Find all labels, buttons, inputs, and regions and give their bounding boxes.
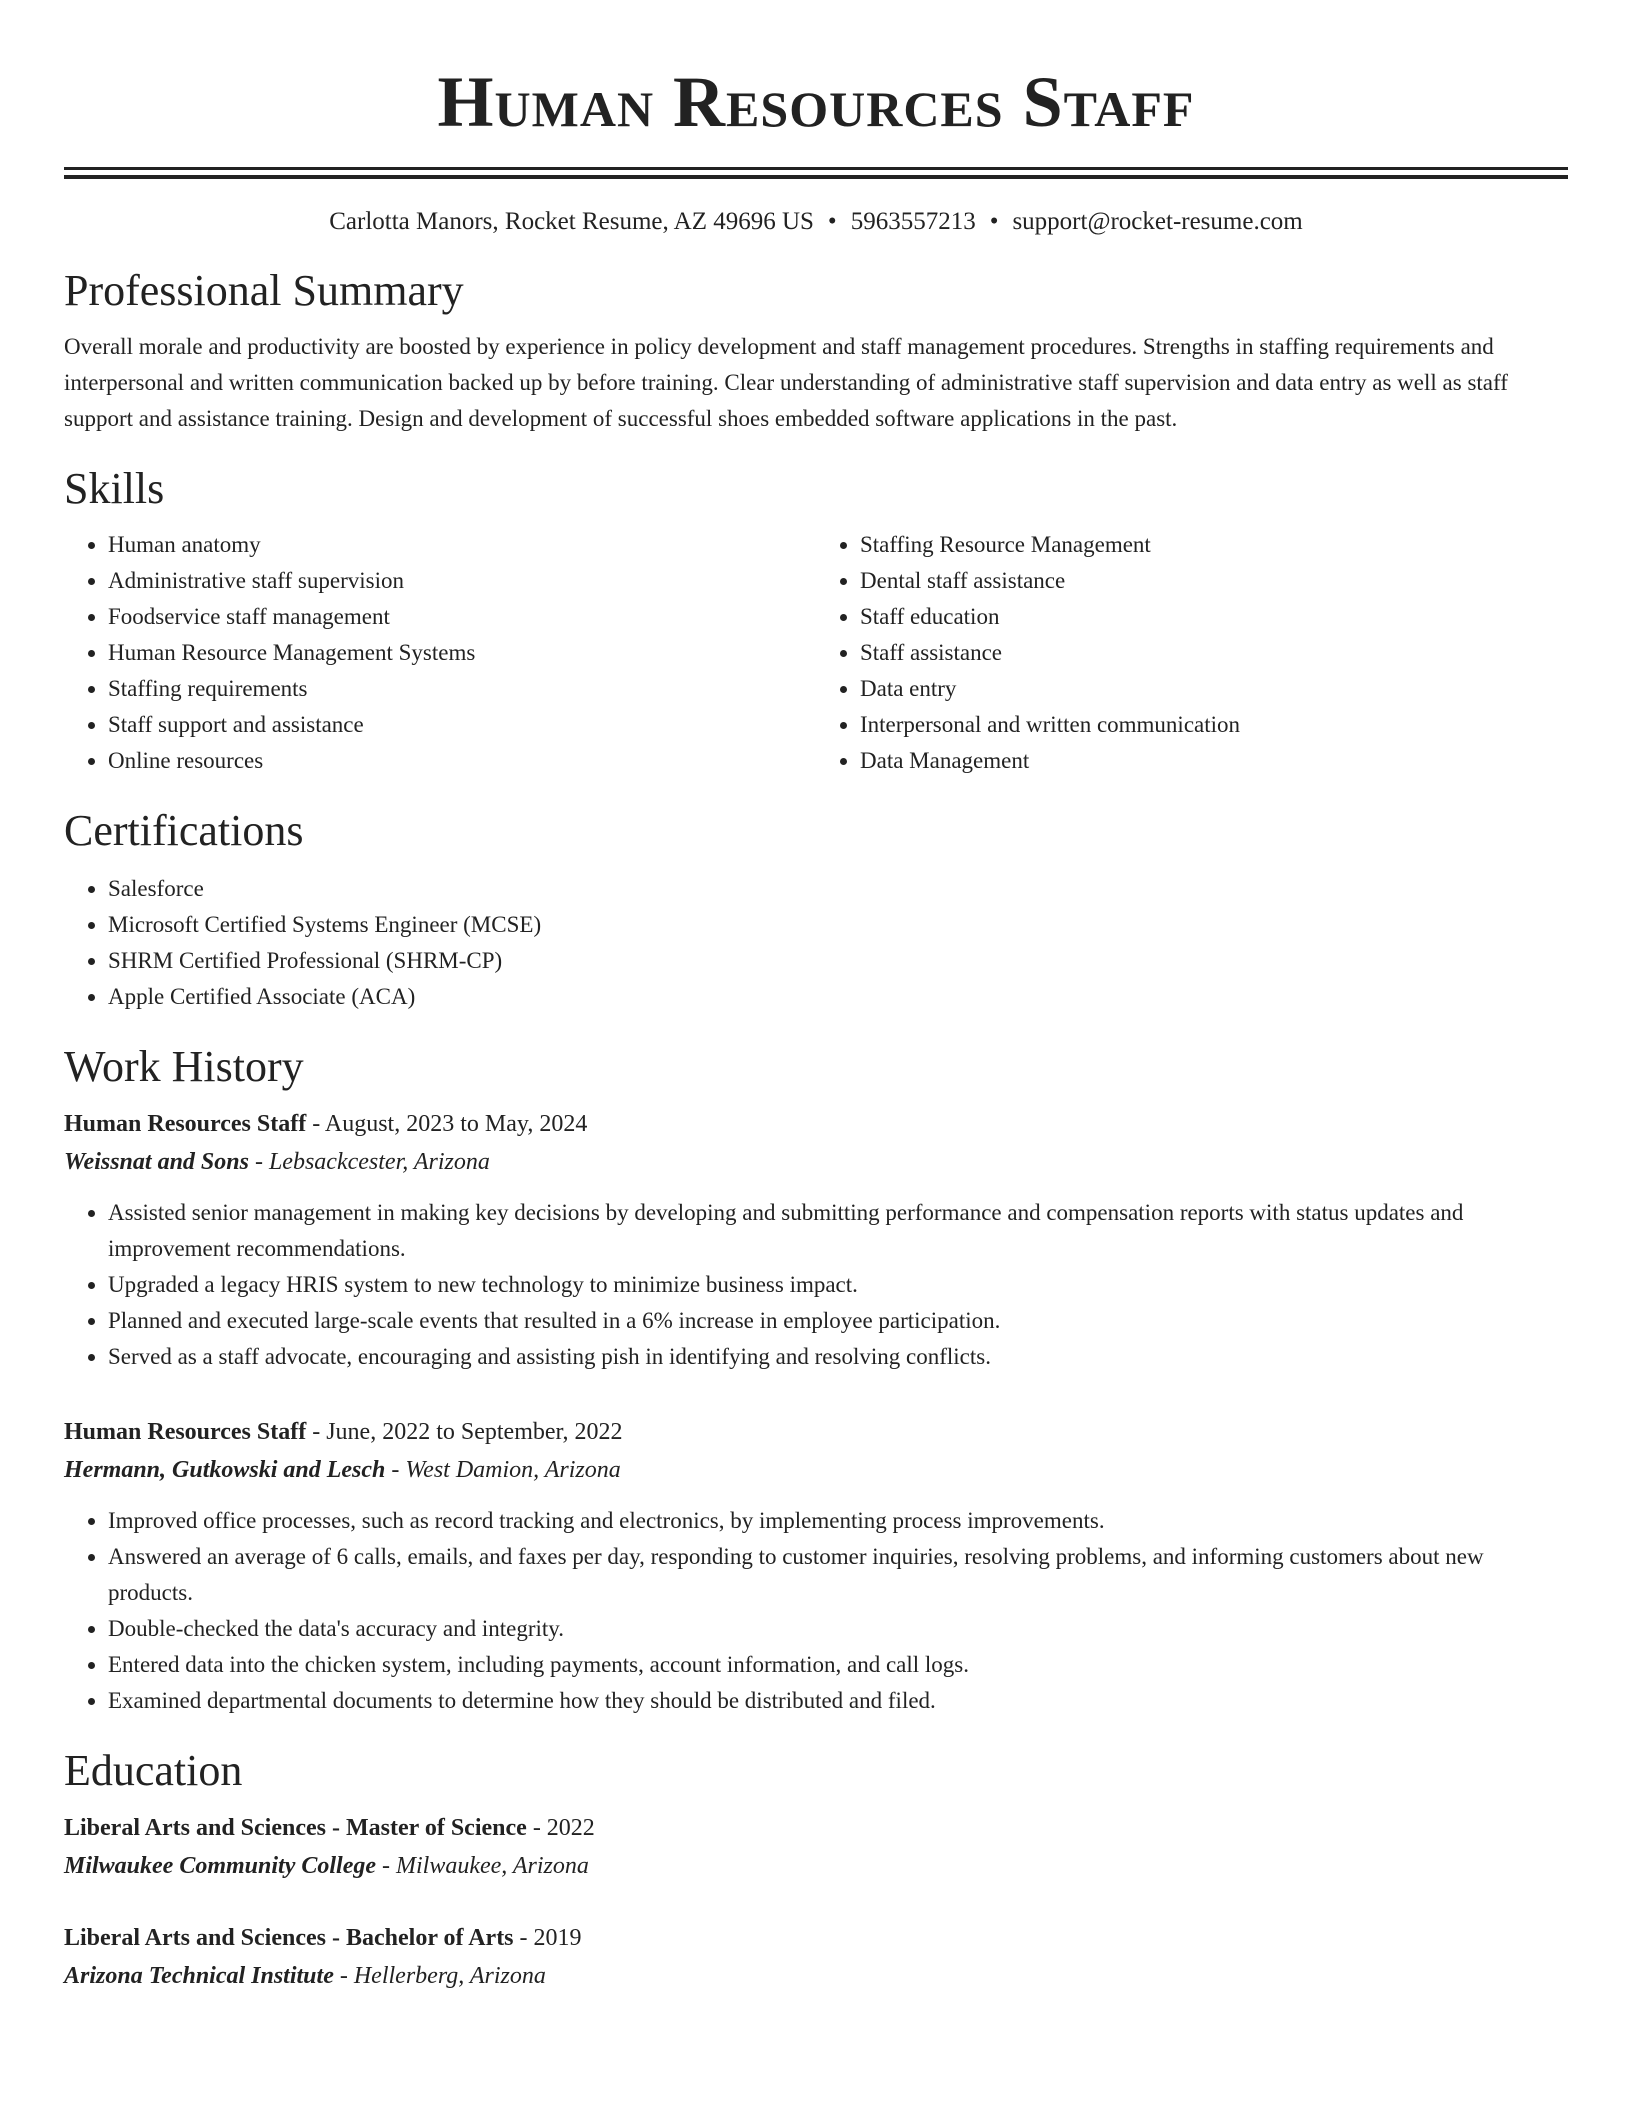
- education-degree: Liberal Arts and Sciences - Master of Science: [64, 1815, 527, 1841]
- job-bullet: • Double-checked the data's accuracy and integrity.: [108, 1611, 1568, 1647]
- summary-section: [64, 265, 1568, 437]
- job-bullet: • Served as a staff advocate, encouraging and assisting pish in identifying and resolving conflicts.: [108, 1339, 1568, 1375]
- job-title: Human Resources Staff: [64, 1419, 307, 1445]
- job-title-line: [64, 1413, 1568, 1451]
- resume-title: Human Resources Staff: [437, 62, 1195, 142]
- skill-item: • Human Resource Management Systems: [108, 635, 816, 671]
- skill-item: • Data Management: [860, 743, 1568, 779]
- title-double-rule: [64, 167, 1568, 179]
- education-school-line: [64, 1847, 1568, 1885]
- contact-separator: •: [827, 208, 837, 235]
- skills-list-right: [816, 527, 1568, 779]
- certifications-section: [64, 805, 1568, 1015]
- job-bullet: • Assisted senior management in making key decisions by developing and submitting performance and compensation reports with status updates and improvement recommendations.: [108, 1195, 1568, 1267]
- job-bullet: • Examined departmental documents to determine how they should be distributed and filed.: [108, 1683, 1568, 1719]
- certifications-heading: Certifications: [64, 806, 304, 855]
- contact-line: [64, 205, 1568, 239]
- education-year: - 2019: [513, 1925, 582, 1951]
- education-location: - Hellerberg, Arizona: [333, 1963, 546, 1989]
- skill-item: • Administrative staff supervision: [108, 563, 816, 599]
- education-degree-line: [64, 1809, 1568, 1847]
- skills-column-left: [64, 527, 816, 779]
- job-location: - Lebsackcester, Arizona: [248, 1149, 490, 1175]
- job-location: - West Damion, Arizona: [385, 1457, 621, 1483]
- certification-item: • SHRM Certified Professional (SHRM-CP): [108, 943, 1568, 979]
- skills-column-right: [816, 527, 1568, 779]
- skill-item: • Staff assistance: [860, 635, 1568, 671]
- contact-separator: •: [989, 208, 999, 235]
- skill-item: • Staff support and assistance: [108, 707, 816, 743]
- summary-heading: Professional Summary: [64, 266, 464, 315]
- education-degree: Liberal Arts and Sciences - Bachelor of Arts: [64, 1925, 514, 1951]
- skills-heading: Skills: [64, 464, 165, 513]
- skills-grid: [64, 527, 1568, 779]
- certification-item: • Apple Certified Associate (ACA): [108, 979, 1568, 1015]
- job-bullet: • Answered an average of 6 calls, emails, and faxes per day, responding to customer inquiries, resolving problems, and informing customers about new products.: [108, 1539, 1568, 1611]
- job-bullet: • Entered data into the chicken system, including payments, account information, and call logs.: [108, 1647, 1568, 1683]
- skill-item: • Staff education: [860, 599, 1568, 635]
- skill-item: • Data entry: [860, 671, 1568, 707]
- skill-item: • Interpersonal and written communication: [860, 707, 1568, 743]
- education-entry: [64, 1919, 1568, 1995]
- job-entry: [64, 1413, 1568, 1719]
- job-title-line: [64, 1105, 1568, 1143]
- skills-list-left: [64, 527, 816, 779]
- job-company: Hermann, Gutkowski and Lesch: [64, 1457, 386, 1483]
- contact-address: Carlotta Manors, Rocket Resume, AZ 49696 US: [329, 208, 814, 235]
- job-bullets: [64, 1503, 1568, 1719]
- job-title: Human Resources Staff: [64, 1111, 307, 1137]
- education-year: - 2022: [526, 1815, 595, 1841]
- skill-item: • Dental staff assistance: [860, 563, 1568, 599]
- job-company-line: [64, 1451, 1568, 1489]
- work-history-section: [64, 1041, 1568, 1719]
- job-bullet: • Upgraded a legacy HRIS system to new technology to minimize business impact.: [108, 1267, 1568, 1303]
- certifications-list: [64, 871, 1568, 1015]
- certification-item: • Microsoft Certified Systems Engineer (MCSE): [108, 907, 1568, 943]
- skill-item: • Staffing Resource Management: [860, 527, 1568, 563]
- job-company-line: [64, 1143, 1568, 1181]
- work-history-heading: Work History: [64, 1042, 304, 1091]
- job-dates: - August, 2023 to May, 2024: [306, 1111, 588, 1137]
- skill-item: • Staffing requirements: [108, 671, 816, 707]
- job-bullet: • Improved office processes, such as record tracking and electronics, by implementing process improvements.: [108, 1503, 1568, 1539]
- education-school: Milwaukee Community College: [64, 1853, 377, 1879]
- job-dates: - June, 2022 to September, 2022: [306, 1419, 623, 1445]
- contact-phone: 5963557213: [850, 208, 976, 235]
- certification-item: • Salesforce: [108, 871, 1568, 907]
- education-entry: [64, 1809, 1568, 1885]
- job-company: Weissnat and Sons: [64, 1149, 249, 1175]
- education-section: [64, 1745, 1568, 1995]
- job-entry: [64, 1105, 1568, 1375]
- education-location: - Milwaukee, Arizona: [376, 1853, 589, 1879]
- skill-item: • Human anatomy: [108, 527, 816, 563]
- skills-section: [64, 463, 1568, 779]
- job-bullets: [64, 1195, 1568, 1375]
- skill-item: • Foodservice staff management: [108, 599, 816, 635]
- contact-email: support@rocket-resume.com: [1012, 208, 1303, 235]
- job-bullet: • Planned and executed large-scale events that resulted in a 6% increase in employee participation.: [108, 1303, 1568, 1339]
- summary-text: Overall morale and productivity are boosted by experience in policy development and staff management procedures. Strengths in staffing requirements and interpersonal and written communication backed up by before training. Clear understanding of administrative staff supervision and data entry as well as staff support and assistance training. Design and development of successful shoes embedded software applications in the past.: [64, 334, 1508, 431]
- education-degree-line: [64, 1919, 1568, 1957]
- education-heading: Education: [64, 1746, 243, 1795]
- education-school: Arizona Technical Institute: [64, 1963, 334, 1989]
- education-school-line: [64, 1957, 1568, 1995]
- skill-item: • Online resources: [108, 743, 816, 779]
